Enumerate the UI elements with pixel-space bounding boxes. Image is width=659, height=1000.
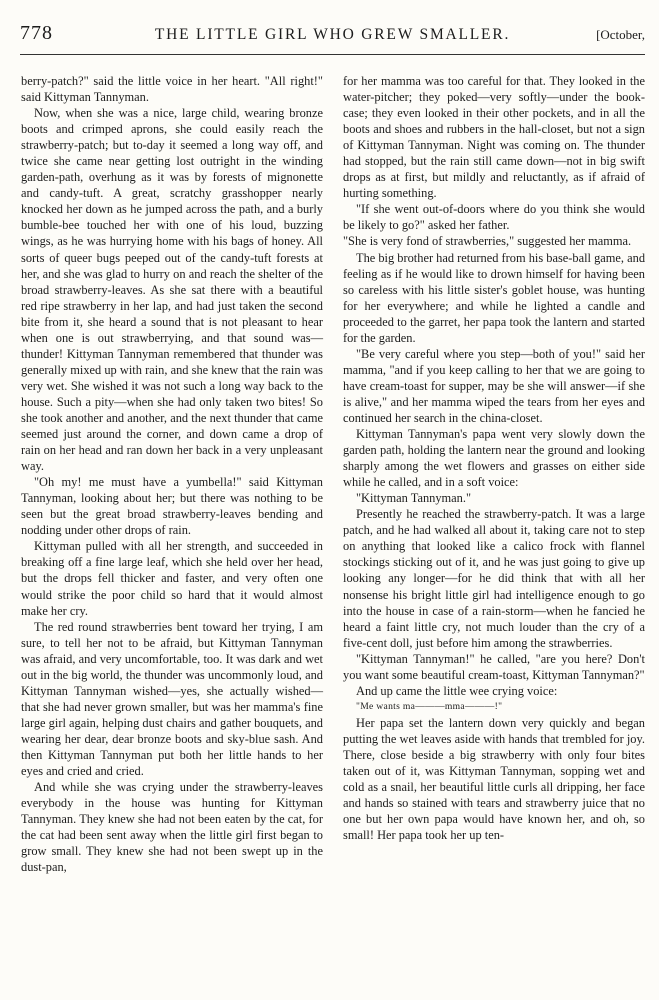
paragraph: "Oh my! me must have a yumbella!" said Kittyman Tannyman, looking about her; but there was nothing to be seen but the great broad strawberry-leaves bending and nodding under other drops of rain. — [21, 475, 323, 538]
paragraph: Kittyman pulled with all her strength, and succeeded in breaking off a fine large leaf, which she held over her head, but the drops fell thicker and faster, and very often one would strike the poor child so hard that it would almost make her cry. — [21, 539, 323, 618]
page-number: 778 — [20, 22, 53, 44]
paragraph: And while she was crying under the strawberry-leaves everybody in the house was hunting for Kittyman Tannyman. They knew she had not been eaten by the cat, for the cat had been sent away when the little girl first began to grow small. They knew she had not been swept up in the dust-pan, — [21, 780, 323, 875]
page-header — [20, 22, 645, 50]
paragraph: Presently he reached the strawberry-patch. It was a large patch, and he had walked all about it, taking care not to step on anything that looked like a calico frock with flannel stockings sticking out of it, and he was just going to give up looking any longer—for he did think that with all her nonsense his bright little girl had intelligence enough to go into the house in case of a rain-storm—when he fancied he heard a faint little cry, not much louder than the cry of a five-cent doll, just before him among the strawberries. — [343, 507, 645, 650]
running-title: THE LITTLE GIRL WHO GREW SMALLER. — [154, 26, 511, 43]
left-column — [21, 73, 323, 875]
paragraph: "Kittyman Tannyman!" he called, "are you here? Don't you want some beautiful cream-toast, Kittyman Tannyman?" — [343, 651, 645, 682]
paragraph: Her papa set the lantern down very quickly and began putting the wet leaves aside with hands that trembled for joy. There, close beside a big strawberry with only four bites taken out of it, was Kittyman Tannyman, sopping wet and cold as a snail, her beautiful little curls all dripping, her face and hands so stained with tears and strawberry juice that no one but her own papa would have known her, and oh, so small! Her papa took her up ten- — [343, 715, 645, 843]
paragraph: "Be very careful where you step—both of you!" said her mamma, "and if you keep calling to her that we are going to have cream-toast for supper, may be she will answer—if she is alive," and her mamma wiped the tears from her eyes and continued her search in the china-closet. — [343, 346, 645, 425]
paragraph: "Kittyman Tannyman." — [356, 491, 472, 506]
paragraph: The red round strawberries bent toward her trying, I am sure, to tell her not to be afraid, but Kittyman Tannyman was afraid, and very uncomfortable, too. It was dark and wet out in the big world, the thunder was uncommonly loud, and Kittyman Tannyman wished—yes, she actually wished—that she had never grown smaller, but was her mamma's fine large girl again, helping dust chairs and gather bouquets, and wearing her dear, dear bronze boots and sky-blue sash. And then Kittyman Tannyman put both her little hands to her eyes and cried and cried. — [21, 619, 323, 779]
paragraph: "She is very fond of strawberries," suggested her mamma. — [343, 234, 632, 249]
paragraph: And up came the little wee crying voice: — [356, 683, 558, 698]
paragraph: "If she went out-of-doors where do you think she would be likely to go?" asked her father. — [343, 202, 645, 233]
paragraph: "Me wants ma———mma———!" — [356, 700, 503, 712]
paragraph: for her mamma was too careful for that. They looked in the water-pitcher; they poked—very softly—under the book-case; they even looked in their other pockets, and in all the boots and shoes and rubbers in the hall-closet, but not a sign of Kittyman Tannyman. Night was coming on. The thunder had stopped, but the rain still came down—not in big swift drops as at first, but mildly and reluctantly, as if afraid of hurting something. — [343, 74, 645, 201]
paragraph: Now, when she was a nice, large child, wearing bronze boots and crimped aprons, she could easily reach the strawberry-patch; but to-day it seemed a long way off, and twice she came near getting lost outright in the winding garden-path, overhung as it was by forests of mignonette and candy-tuft. A great, scratchy grasshopper nearly knocked her down as he jumped across the path, and a burly bumble-bee touched her with one of his loud, buzzing wings, as he was hurrying home with his bags of honey. All sorts of queer bugs peeped out of the candy-tuft forests at her, and she was glad to hurry on and reach the shelter of the broad strawberry-leaves. As she sat there with a beautiful red ripe strawberry in her lap, and had just taken the second bite from it, she heard a sound that is not pleasant to hear when one is out strawberrying, and that sound was—thunder! Kittyman Tannyman remembered that thunder was generally mixed up with rain, and she knew that the rain was very wet. She wished it was not such a long way back to the house. Such a pity—when she had only taken two bites! So she took another and another, and the next thunder that came seemed just around the corner, and down came a drop of rain on her head and ran down her back in a very unpleasant way. — [21, 106, 323, 474]
paragraph: The big brother had returned from his base-ball game, and feeling as if he would like to drown himself for having been so careless with his little sister's goblet house, was hunting for her everywhere; and while he lighted a candle and proceeded to the garret, her papa took the lantern and started for the garden. — [343, 250, 646, 345]
right-column — [343, 73, 645, 843]
issue-month: [October, — [596, 27, 645, 42]
paragraph: berry-patch?" said the little voice in her heart. "All right!" said Kittyman Tannyman. — [21, 74, 323, 105]
paragraph: Kittyman Tannyman's papa went very slowly down the garden path, holding the lantern near the ground and looking sharply among the wet flowers and grasses on either side while he called, and in a soft voice: — [343, 427, 645, 490]
header-rule — [20, 54, 645, 55]
